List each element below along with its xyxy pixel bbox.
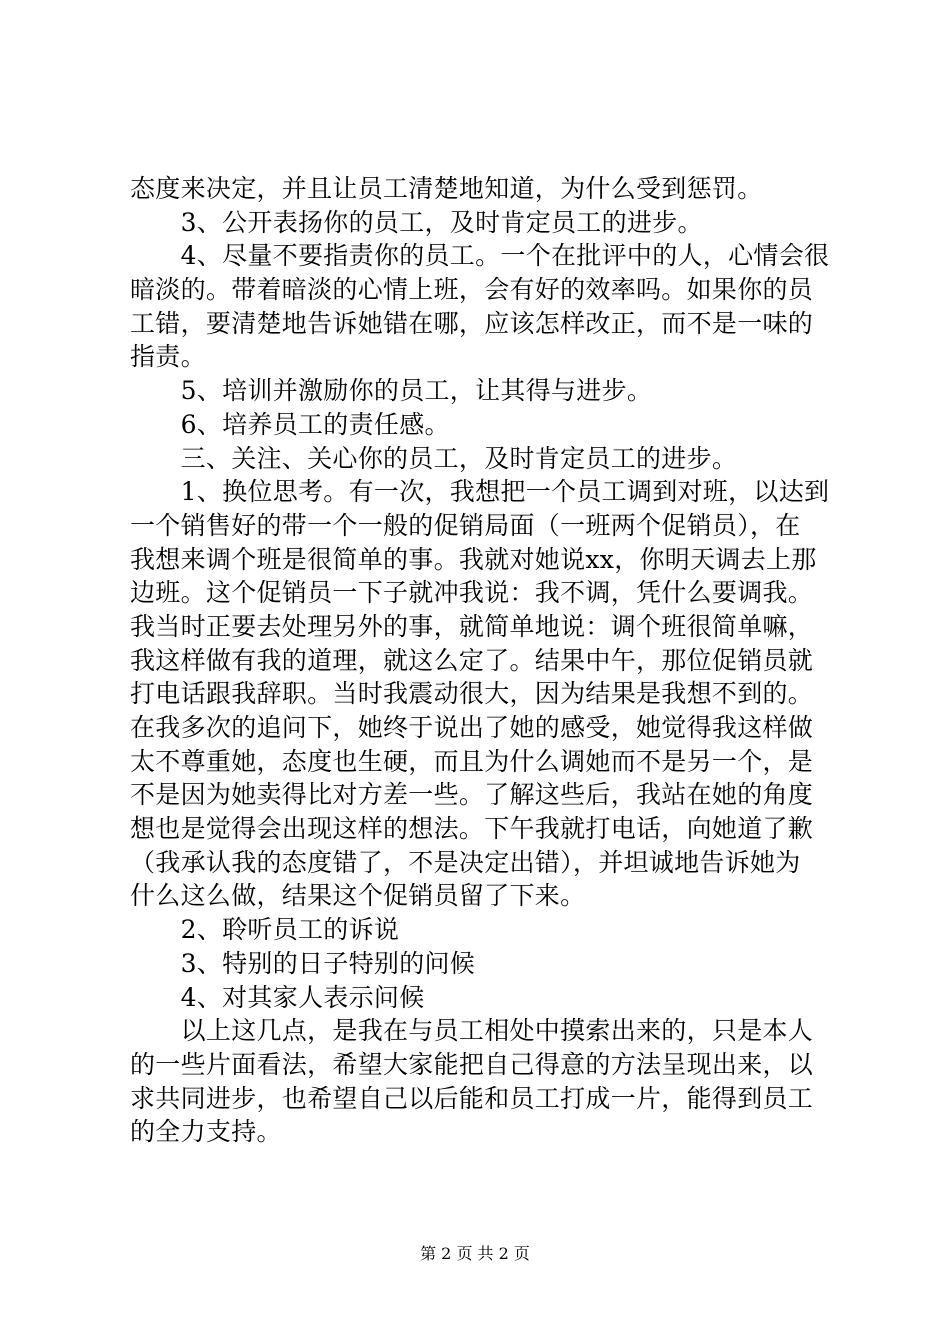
- text-line: 态度来决定，并且让员工清楚地知道，为什么受到惩罚。: [130, 174, 763, 203]
- document-body: [130, 172, 830, 1149]
- text-line: 4、对其家人表示问候: [130, 982, 425, 1012]
- text-line: 工错，要清楚地告诉她错在哪，应该怎样改正，而不是一味的: [130, 308, 814, 338]
- text-line: 2、聆听员工的诉说: [130, 915, 400, 945]
- text-line: 3、特别的日子特别的问候: [130, 948, 476, 978]
- text-line: 1、换位思考。有一次，我想把一个员工调到对班，以达到: [130, 477, 830, 507]
- text-line: 我当时正要去处理另外的事，就简单地说：调个班很简单嘛，: [130, 611, 814, 641]
- text-line: 3、公开表扬你的员工，及时肯定员工的进步。: [130, 207, 703, 237]
- text-line: 不是因为她卖得比对方差一些。了解这些后，我站在她的角度: [130, 780, 814, 810]
- text-line: 什么这么做，结果这个促销员留了下来。: [130, 881, 586, 911]
- text-line: 我这样做有我的道理，就这么定了。结果中午，那位促销员就: [130, 645, 814, 675]
- text-line: 5、培训并激励你的员工，让其得与进步。: [130, 376, 653, 406]
- text-line: 求共同进步，也希望自己以后能和员工打成一片，能得到员工: [130, 1083, 814, 1113]
- text-line: 我想来调个班是很简单的事。我就对她说xx，你明天调去上那: [130, 544, 817, 574]
- text-line: 太不尊重她，态度也生硬，而且为什么调她而不是另一个，是: [130, 746, 814, 776]
- text-line: 4、尽量不要指责你的员工。一个在批评中的人，心情会很: [130, 241, 830, 271]
- text-line: 三、关注、关心你的员工，及时肯定员工的进步。: [130, 443, 738, 473]
- text-line: 暗淡的。带着暗淡的心情上班，会有好的效率吗。如果你的员: [130, 275, 814, 305]
- text-line: 一个销售好的带一个一般的促销局面（一班两个促销员），在: [130, 510, 801, 540]
- text-line: 边班。这个促销员一下子就冲我说：我不调，凭什么要调我。: [130, 578, 814, 608]
- text-line: 的一些片面看法，希望大家能把自己得意的方法呈现出来，以: [130, 1049, 814, 1079]
- text-line: 打电话跟我辞职。当时我震动很大，因为结果是我想不到的。: [130, 679, 814, 709]
- page-number-footer: 第 2 页 共 2 页: [420, 1244, 530, 1263]
- text-line: 6、培养员工的责任感。: [130, 409, 450, 439]
- text-line: 在我多次的追问下，她终于说出了她的感受，她觉得我这样做: [130, 713, 814, 742]
- text-line: 的全力支持。: [130, 1117, 282, 1147]
- text-line: 指责。: [130, 342, 206, 372]
- text-line: （我承认我的态度错了，不是决定出错），并坦诚地告诉她为: [130, 847, 801, 877]
- text-line: 想也是觉得会出现这样的想法。下午我就打电话，向她道了歉: [130, 814, 814, 844]
- text-line: 以上这几点，是我在与员工相处中摸索出来的，只是本人: [130, 1016, 814, 1046]
